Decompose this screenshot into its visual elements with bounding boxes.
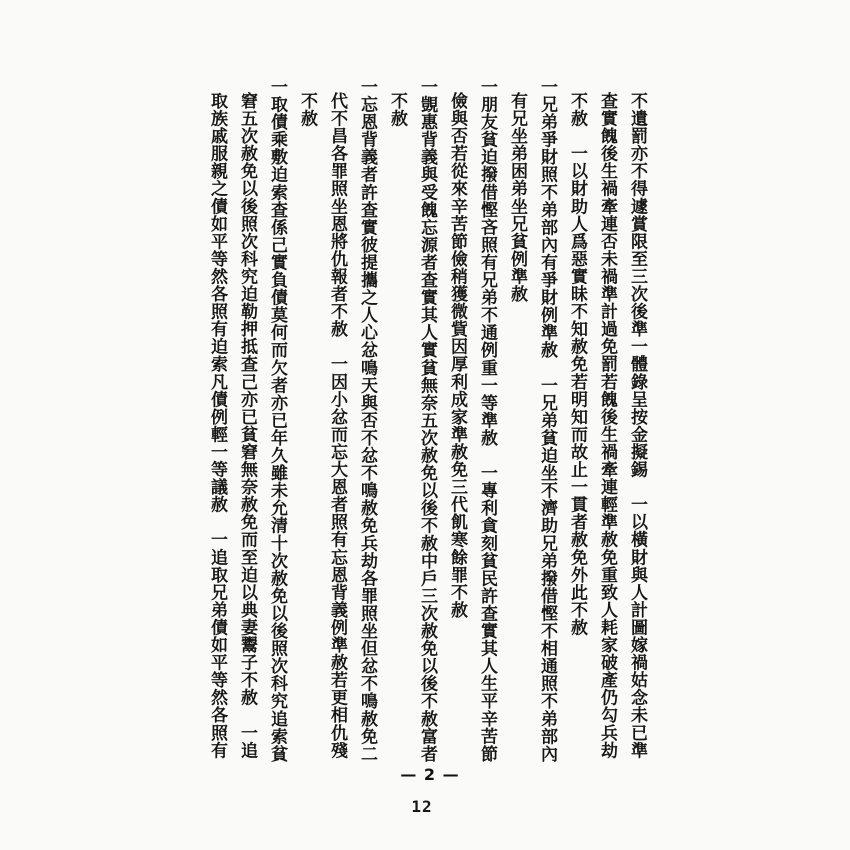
folio-number: 12: [411, 797, 433, 816]
text-column-2: 查實餽後生禍牽連否未禍準計過免罰若餽後生禍牽連輕準赦免重致人耗家破產仍勾兵劫: [598, 92, 617, 759]
text-column-9: 不赦: [388, 92, 407, 128]
text-column-11: 代不昌各罪照坐恩將仇報者不赦 一因小忿而忘大恩者照有忘恩背義例準赦若更相仇殘: [328, 92, 347, 759]
text-column-13: 一取債乘敷迫索查係己實負債莫何而欠者亦已年久雖未允清十次赦免以後照次科究追索貧: [268, 78, 287, 763]
text-column-7: 儉與否若從來辛苦節儉稍獲微貲因厚利成家準赦免三代飢寒餘罪不赦: [448, 92, 467, 619]
text-column-4: 一兄弟爭財照不弟部內有爭財例準赦 一兄弟貧迫坐不濟助兄弟撥借慳不相通照不弟部內: [538, 78, 557, 763]
text-column-10: 一忘恩背義者許查實彼提攜之人心忿鳴天與否不忿不鳴赦免兵劫各罪照坐但忿不鳴赦免二: [358, 78, 377, 763]
text-column-15: 取族戚服親之債如平等然各照有迫索凡債例輕一等議赦 一追取兄弟債如平等然各照有: [208, 92, 227, 759]
text-column-6: 一朋友貧迫撥借慳吝照有兄弟不通例重一等準赦 一專利貪刻貧民許查實其人生平辛苦節: [478, 78, 497, 763]
page-number: — 2 —: [400, 765, 460, 784]
text-column-14: 窘五次赦免以後照次科究迫勒押抵查己亦已貧窘無奈赦免而至迫以典妻鬻子不赦 一追: [238, 92, 257, 759]
text-column-8: 一覬惠背義與受餽忘源者查實其人實貧無奈五次赦免以後不赦中戶三次赦免以後不赦富者: [418, 78, 437, 763]
text-column-12: 不赦: [298, 92, 317, 128]
text-column-3: 不赦 一以財助人爲惡實昧不知赦免若明知而故止一貫者赦免外此不赦: [568, 92, 587, 637]
text-column-5: 有兄坐弟困弟坐兄貧例準赦: [508, 92, 527, 303]
text-column-1: 不遺罰亦不得遽賞限至三次後準一體錄呈按金擬錫 一以橫財與人計圖嫁禍姑念未已準: [628, 92, 647, 759]
